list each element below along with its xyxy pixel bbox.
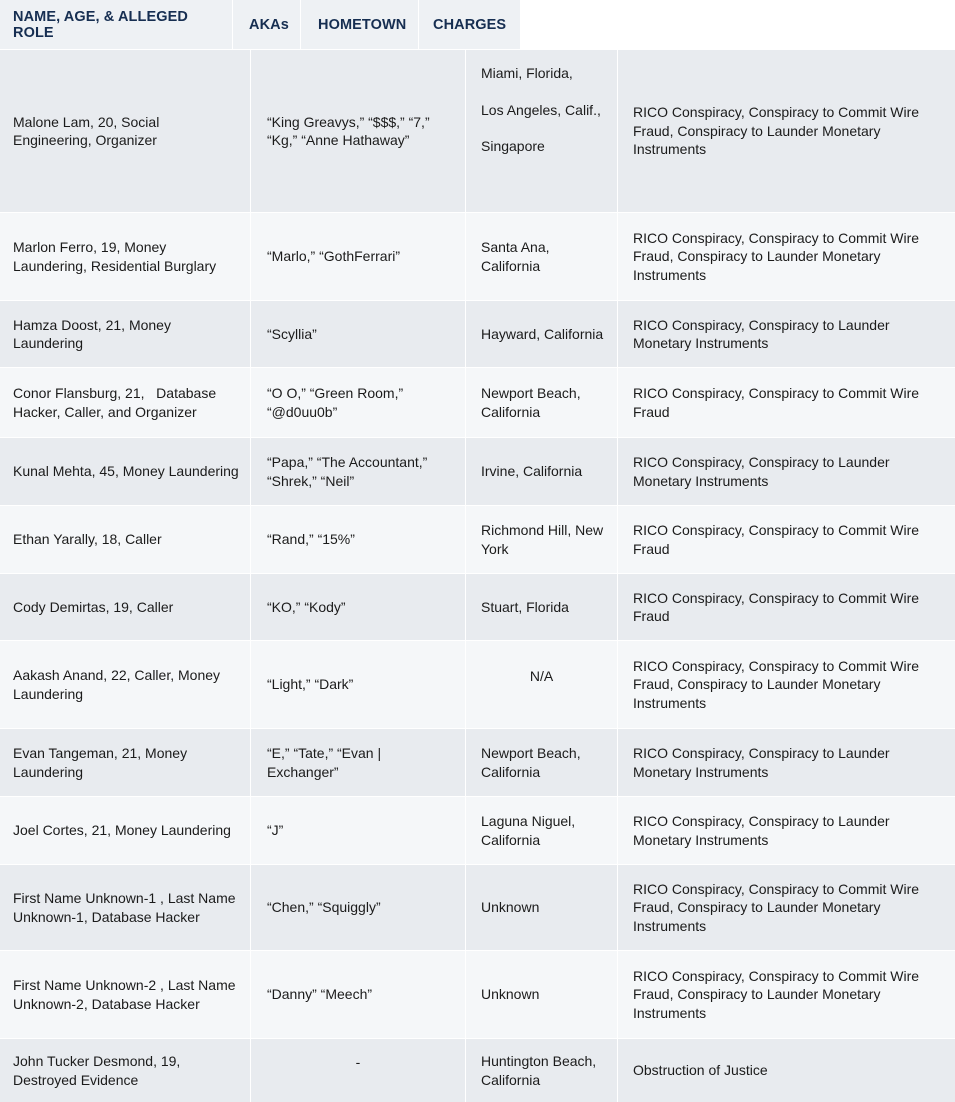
header-spacer [520, 0, 955, 49]
cell-name: Marlon Ferro, 19, Money Laundering, Residential Burglary [0, 213, 251, 300]
cell-akas: “Scyllia” [251, 301, 466, 367]
hometown-line: Los Angeles, Calif., [481, 101, 601, 118]
table-row [0, 950, 955, 1038]
table-row [0, 1038, 955, 1102]
cell-charges: RICO Conspiracy, Conspiracy to Commit Wire Fraud [633, 522, 920, 557]
table-row [0, 640, 955, 728]
cell-charges: RICO Conspiracy, Conspiracy to Launder Monetary Instruments [633, 316, 890, 351]
cell-charges: RICO Conspiracy, Conspiracy to Commit Wire Fraud [633, 385, 920, 420]
cell-akas: “Rand,” “15%” [251, 506, 466, 573]
table-row [0, 212, 955, 300]
cell-charges: RICO Conspiracy, Conspiracy to Commit Wire Fraud, Conspiracy to Launder Monetary Instruments [633, 229, 920, 283]
header-name-age-role[interactable]: NAME, AGE, & ALLEGED ROLE [0, 0, 233, 49]
cell-name: First Name Unknown-1 , Last Name Unknown-1, Database Hacker [0, 865, 251, 950]
table-row [0, 367, 955, 437]
cell-name: First Name Unknown-2 , Last Name Unknown-2, Database Hacker [0, 951, 251, 1038]
cell-hometown: Santa Ana, California [466, 213, 618, 300]
cell-hometown: Richmond Hill, New York [466, 506, 618, 573]
cell-akas: “E,” “Tate,” “Evan | Exchanger” [251, 729, 466, 796]
cell-name: Joel Cortes, 21, Money Laundering [0, 797, 251, 864]
header-charges[interactable]: CHARGES [419, 0, 520, 49]
hometown-line: Singapore [481, 138, 545, 154]
cell-hometown: N/A [466, 641, 618, 728]
table-row [0, 796, 955, 864]
cell-akas: “Marlo,” “GothFerrari” [251, 213, 466, 300]
cell-charges: RICO Conspiracy, Conspiracy to Launder Monetary Instruments [633, 813, 890, 848]
cell-akas: “Chen,” “Squiggly” [251, 865, 466, 950]
cell-hometown: Newport Beach, California [466, 368, 618, 437]
cell-akas: “Danny” “Meech” [251, 951, 466, 1038]
table-row [0, 300, 955, 367]
header-akas[interactable]: AKAs [233, 0, 301, 49]
cell-charges: RICO Conspiracy, Conspiracy to Commit Wire Fraud, Conspiracy to Launder Monetary Instruments [633, 967, 920, 1021]
cell-charges: RICO Conspiracy, Conspiracy to Commit Wire Fraud, Conspiracy to Launder Monetary Instruments [633, 880, 920, 934]
cell-name: Aakash Anand, 22, Caller, Money Laundering [0, 641, 251, 728]
table-row [0, 505, 955, 573]
cell-name: Conor Flansburg, 21, Database Hacker, Caller, and Organizer [0, 368, 251, 437]
cell-charges: RICO Conspiracy, Conspiracy to Commit Wire Fraud, Conspiracy to Launder Monetary Instruments [633, 657, 920, 711]
cell-hometown [466, 50, 618, 212]
table-row [0, 437, 955, 505]
cell-hometown: Unknown [466, 951, 618, 1038]
table-row [0, 49, 955, 212]
cell-charges: RICO Conspiracy, Conspiracy to Commit Wire Fraud [633, 589, 920, 624]
cell-name: Hamza Doost, 21, Money Laundering [0, 301, 251, 367]
cell-akas: “KO,” “Kody” [251, 574, 466, 640]
cell-hometown: Laguna Niguel, California [466, 797, 618, 864]
header-hometown[interactable]: HOMETOWN [301, 0, 419, 49]
table-row [0, 728, 955, 796]
cell-hometown: Stuart, Florida [466, 574, 618, 640]
cell-name: Kunal Mehta, 45, Money Laundering [0, 438, 251, 505]
table-row [0, 864, 955, 950]
cell-akas: “O O,” “Green Room,” “@d0uu0b” [251, 368, 466, 437]
cell-charges: Obstruction of Justice [633, 1062, 768, 1079]
cell-hometown: Huntington Beach, California [466, 1039, 618, 1102]
cell-hometown: Irvine, California [466, 438, 618, 505]
cell-akas: “King Greavys,” “$$$,” “7,” “Kg,” “Anne Hathaway” [251, 50, 466, 212]
cell-name: Ethan Yarally, 18, Caller [0, 506, 251, 573]
cell-akas: - [251, 1039, 466, 1102]
table-row [0, 573, 955, 640]
cell-name: Cody Demirtas, 19, Caller [0, 574, 251, 640]
cell-charges: RICO Conspiracy, Conspiracy to Commit Wire Fraud, Conspiracy to Launder Monetary Instruments [633, 104, 920, 158]
cell-charges: RICO Conspiracy, Conspiracy to Launder Monetary Instruments [633, 745, 890, 780]
cell-name: Malone Lam, 20, Social Engineering, Organizer [0, 50, 251, 212]
table-header [0, 0, 955, 49]
cell-akas: “Light,” “Dark” [251, 641, 466, 728]
cell-name: Evan Tangeman, 21, Money Laundering [0, 729, 251, 796]
cell-akas: “J” [251, 797, 466, 864]
cell-charges: RICO Conspiracy, Conspiracy to Launder Monetary Instruments [633, 454, 890, 489]
cell-akas: “Papa,” “The Accountant,” “Shrek,” “Neil” [251, 438, 466, 505]
cell-hometown: Newport Beach, California [466, 729, 618, 796]
cell-name: John Tucker Desmond, 19, Destroyed Evidence [0, 1039, 251, 1102]
cell-hometown: Unknown [466, 865, 618, 950]
cell-hometown: Hayward, California [466, 301, 618, 367]
hometown-line: Miami, Florida, [481, 65, 573, 81]
